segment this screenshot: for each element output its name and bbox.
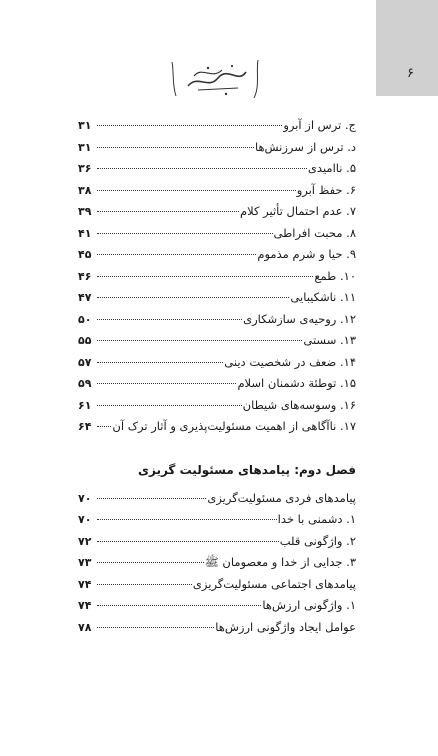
- toc-section-two: [78, 491, 356, 642]
- toc-leader: [97, 167, 307, 169]
- toc-title: ۱. دشمنی با خدا: [277, 512, 356, 526]
- toc-row: [78, 333, 356, 355]
- toc-row: [78, 183, 356, 205]
- toc-title: ۱. واژگونی ارزش‌ها: [262, 598, 356, 612]
- toc-section-one: [78, 118, 356, 441]
- toc-row: [78, 620, 356, 642]
- toc-row: [78, 247, 356, 269]
- toc-row: [78, 269, 356, 291]
- toc-title: ۱۰. طمع: [314, 268, 356, 283]
- toc-leader: [97, 275, 313, 277]
- toc-title: ۱۵. توطئة دشمنان اسلام: [237, 376, 356, 390]
- toc-row: [78, 398, 356, 420]
- toc-title: ۱۶. وسوسه‌های شیطان: [242, 397, 356, 412]
- toc-leader: [97, 540, 279, 542]
- toc-title: ۱۳. سستی: [303, 333, 356, 347]
- toc-leader: [97, 518, 277, 520]
- toc-title: پیامدهای فردی مسئولیت‌گریزی: [207, 490, 356, 505]
- toc-row: [78, 555, 356, 577]
- toc-leader: [97, 296, 289, 298]
- toc-row: [78, 290, 356, 312]
- toc-page: ۷۴: [78, 599, 92, 612]
- toc-leader: [97, 425, 111, 427]
- toc-row: [78, 491, 356, 513]
- toc-page: ۷۲: [78, 534, 92, 548]
- toc-row: [78, 598, 356, 620]
- toc-leader: [97, 253, 256, 255]
- toc-title: ۱۲. روحیه‌ی سازشکاری: [243, 311, 356, 326]
- toc-leader: [97, 604, 261, 606]
- toc-leader: [97, 339, 302, 341]
- table-of-contents: [78, 118, 356, 641]
- toc-leader: [97, 404, 242, 406]
- toc-page: ۷۰: [78, 491, 92, 505]
- toc-leader: [97, 361, 223, 363]
- toc-leader: [97, 626, 214, 628]
- toc-title: ۶. حفظ آبرو: [296, 182, 356, 197]
- toc-title: د. ترس از سرزنش‌ها: [254, 139, 356, 154]
- toc-leader: [97, 561, 204, 563]
- toc-row: [78, 204, 356, 226]
- toc-title: ج. ترس از آبرو: [283, 118, 356, 132]
- toc-row: [78, 512, 356, 534]
- toc-page: ۷۳: [78, 556, 92, 569]
- toc-title: ۵. ناامیدی: [307, 161, 356, 175]
- toc-title: ۳. جدایی از خدا و معصومان ﷺ: [204, 555, 356, 569]
- toc-page: ۶۱: [78, 398, 92, 412]
- toc-title: عوامل ایجاد واژگونی ارزش‌ها: [215, 619, 356, 634]
- toc-page: ۴۷: [78, 291, 92, 304]
- toc-row: [78, 226, 356, 248]
- toc-page: ۵۹: [78, 377, 92, 390]
- chapter-heading: فصل دوم: پیامدهای مسئولیت گریزی: [138, 462, 356, 477]
- toc-row: [78, 577, 356, 599]
- toc-row: [78, 118, 356, 140]
- toc-title: ۲. واژگونی قلب: [279, 533, 356, 548]
- toc-title: ۷. عدم احتمال تأثیر کلام: [240, 204, 356, 218]
- toc-row: [78, 355, 356, 377]
- toc-leader: [97, 583, 192, 585]
- toc-page: ۴۶: [78, 269, 92, 283]
- toc-leader: [97, 210, 239, 212]
- sidebar-tab: [376, 0, 438, 96]
- toc-page: ۳۹: [78, 205, 92, 218]
- calligraphy-logo: [168, 56, 264, 100]
- toc-page: ۵۰: [78, 312, 92, 326]
- toc-row: [78, 140, 356, 162]
- toc-page: ۵۵: [78, 334, 92, 347]
- toc-page: ۳۱: [78, 119, 92, 132]
- toc-row: [78, 312, 356, 334]
- toc-title: ۹. حیا و شرم مذموم: [257, 247, 356, 261]
- toc-page: ۴۵: [78, 248, 92, 261]
- toc-page: ۷۸: [78, 620, 92, 634]
- toc-leader: [97, 189, 296, 191]
- toc-leader: [97, 232, 273, 234]
- toc-page: ۵۷: [78, 355, 92, 369]
- toc-title: ۸. محبت افراطی: [273, 225, 356, 240]
- toc-page: ۳۱: [78, 140, 92, 154]
- toc-title: ۱۴. ضعف در شخصیت دینی: [224, 354, 356, 369]
- toc-row: [78, 376, 356, 398]
- toc-title: ۱۱. ناشکیبایی: [290, 290, 356, 304]
- toc-leader: [97, 318, 242, 320]
- toc-leader: [97, 497, 206, 499]
- toc-page: ۳۸: [78, 183, 92, 197]
- toc-page: ۷۴: [78, 577, 92, 591]
- toc-leader: [97, 382, 236, 384]
- toc-leader: [97, 124, 282, 126]
- toc-title: پیامدهای اجتماعی مسئولیت‌گریزی: [192, 576, 356, 591]
- page-sidebar: [376, 0, 438, 756]
- toc-page: ۴۱: [78, 226, 92, 240]
- toc-row: [78, 161, 356, 183]
- page-number: ۶: [407, 66, 414, 81]
- toc-leader: [97, 146, 254, 148]
- toc-title: ۱۷. ناآگاهی از اهمیت مسئولیت‌پذیری و آثار ترک آن: [112, 419, 356, 433]
- toc-row: [78, 534, 356, 556]
- toc-page: ۶۴: [78, 420, 92, 433]
- toc-page: ۷۰: [78, 513, 92, 526]
- toc-row: [78, 419, 356, 441]
- toc-page: ۳۶: [78, 162, 92, 175]
